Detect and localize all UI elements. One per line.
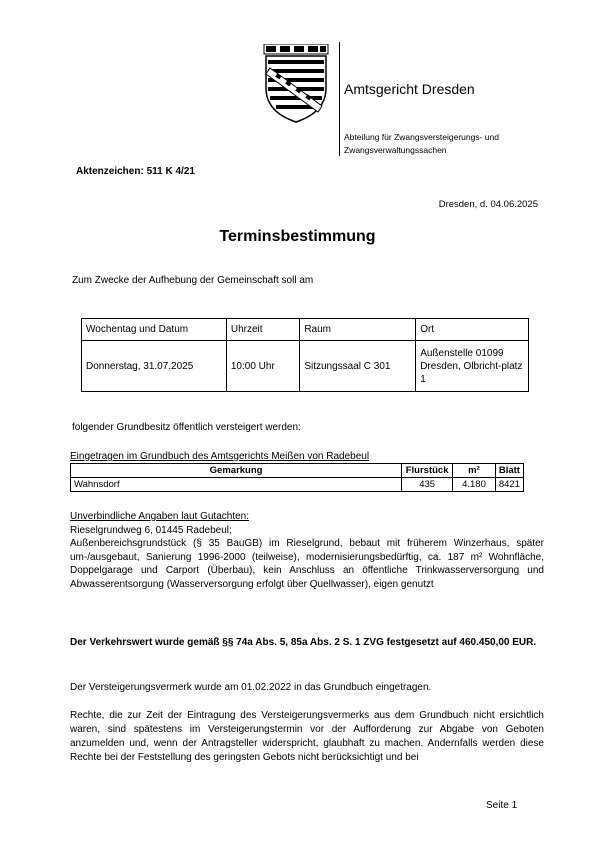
- land-register-title: Eingetragen im Grundbuch des Amtsgerichts Meißen von Radebeul: [70, 451, 370, 462]
- page-title: Terminsbestimmung: [219, 228, 376, 245]
- auction-note-text: Der Versteigerungsvermerk wurde am 01.02.2022 in das Grundbuch eingetragen.: [70, 682, 432, 693]
- page-number: Seite 1: [486, 800, 518, 811]
- cell-time: 10:00 Uhr: [226, 341, 299, 392]
- table-row: [71, 478, 524, 492]
- rights-text: Rechte, die zur Zeit der Eintragung des Versteigerungsvermerks aus dem Grundbuch nicht ersichtlich waren, sind spätestens im Versteigerungstermin vor der Aufforderung zur Abgabe von Geboten anzumelden und, wenn der Antragsteller widerspricht, glaubhaft zu machen. Andernfalls werden diese Rechte bei der Feststellung des geringsten Gebots nicht berücksichtigt und bei: [70, 710, 544, 763]
- header-blatt: Blatt: [495, 464, 523, 478]
- department-name: Abteilung für Zwangsversteigerungs- und Zwangsverwaltungssachen: [344, 132, 499, 155]
- cell-flurstueck: 435: [402, 478, 453, 492]
- intro-text: Zum Zwecke der Aufhebung der Gemeinschaft soll am: [72, 275, 314, 286]
- file-number: Aktenzeichen: 511 K 4/21: [76, 166, 195, 177]
- property-address: Rieselgrundweg 6, 01445 Radebeul;: [70, 525, 232, 536]
- cell-blatt: 8421: [495, 478, 523, 492]
- cell-room: Sitzungssaal C 301: [300, 341, 416, 392]
- header-time: Uhrzeit: [226, 319, 299, 341]
- market-value-text: Der Verkehrswert wurde gemäß §§ 74a Abs. 5, 85a Abs. 2 S. 1 ZVG festgesetzt auf 460.450,00 EUR.: [70, 637, 537, 648]
- cell-gemarkung: Wahnsdorf: [71, 478, 402, 492]
- header-divider: [339, 42, 340, 156]
- saxony-coat-of-arms-icon: [262, 44, 330, 124]
- table-header-row: [82, 319, 529, 341]
- details-title: Unverbindliche Angaben laut Gutachten:: [70, 511, 250, 522]
- property-details: [70, 524, 544, 591]
- header-location: Ort: [416, 319, 529, 341]
- header-weekday-date: Wochentag und Datum: [82, 319, 227, 341]
- court-name: Amtsgericht Dresden: [344, 81, 475, 97]
- header-area: m²: [453, 464, 496, 478]
- header-gemarkung: Gemarkung: [71, 464, 402, 478]
- header-room: Raum: [300, 319, 416, 341]
- cell-area: 4.180: [453, 478, 496, 492]
- document-date: Dresden, d. 04.06.2025: [438, 199, 538, 210]
- cell-location: Außenstelle 01099 Dresden, Olbricht-platz 1: [416, 341, 529, 392]
- cell-date: Donnerstag, 31.07.2025: [82, 341, 227, 392]
- table-header-row: [71, 464, 524, 478]
- table-row: [82, 341, 529, 392]
- header-flurstueck: Flurstück: [402, 464, 453, 478]
- land-register-table: [70, 463, 524, 492]
- following-text: folgender Grundbesitz öffentlich versteigert werden:: [72, 422, 301, 433]
- property-description: Außenbereichsgrundstück (§ 35 BauGB) im Rieselgrund, bebaut mit früherem Winzerhaus, später um-/ausgebaut, Sanierung 1996-2000 (teilweise), modernisierungsbedürftig, ca. 187 m² Wohnfläche, Doppelgarage und Carport (Überbau), kein Anschluss an öffentliche Trinkwasserversorgung und Abwasserentsorgung (Wasserversorgung erfolgt über Quellwasser), eigen genutzt: [70, 538, 544, 590]
- appointment-table: [81, 318, 529, 392]
